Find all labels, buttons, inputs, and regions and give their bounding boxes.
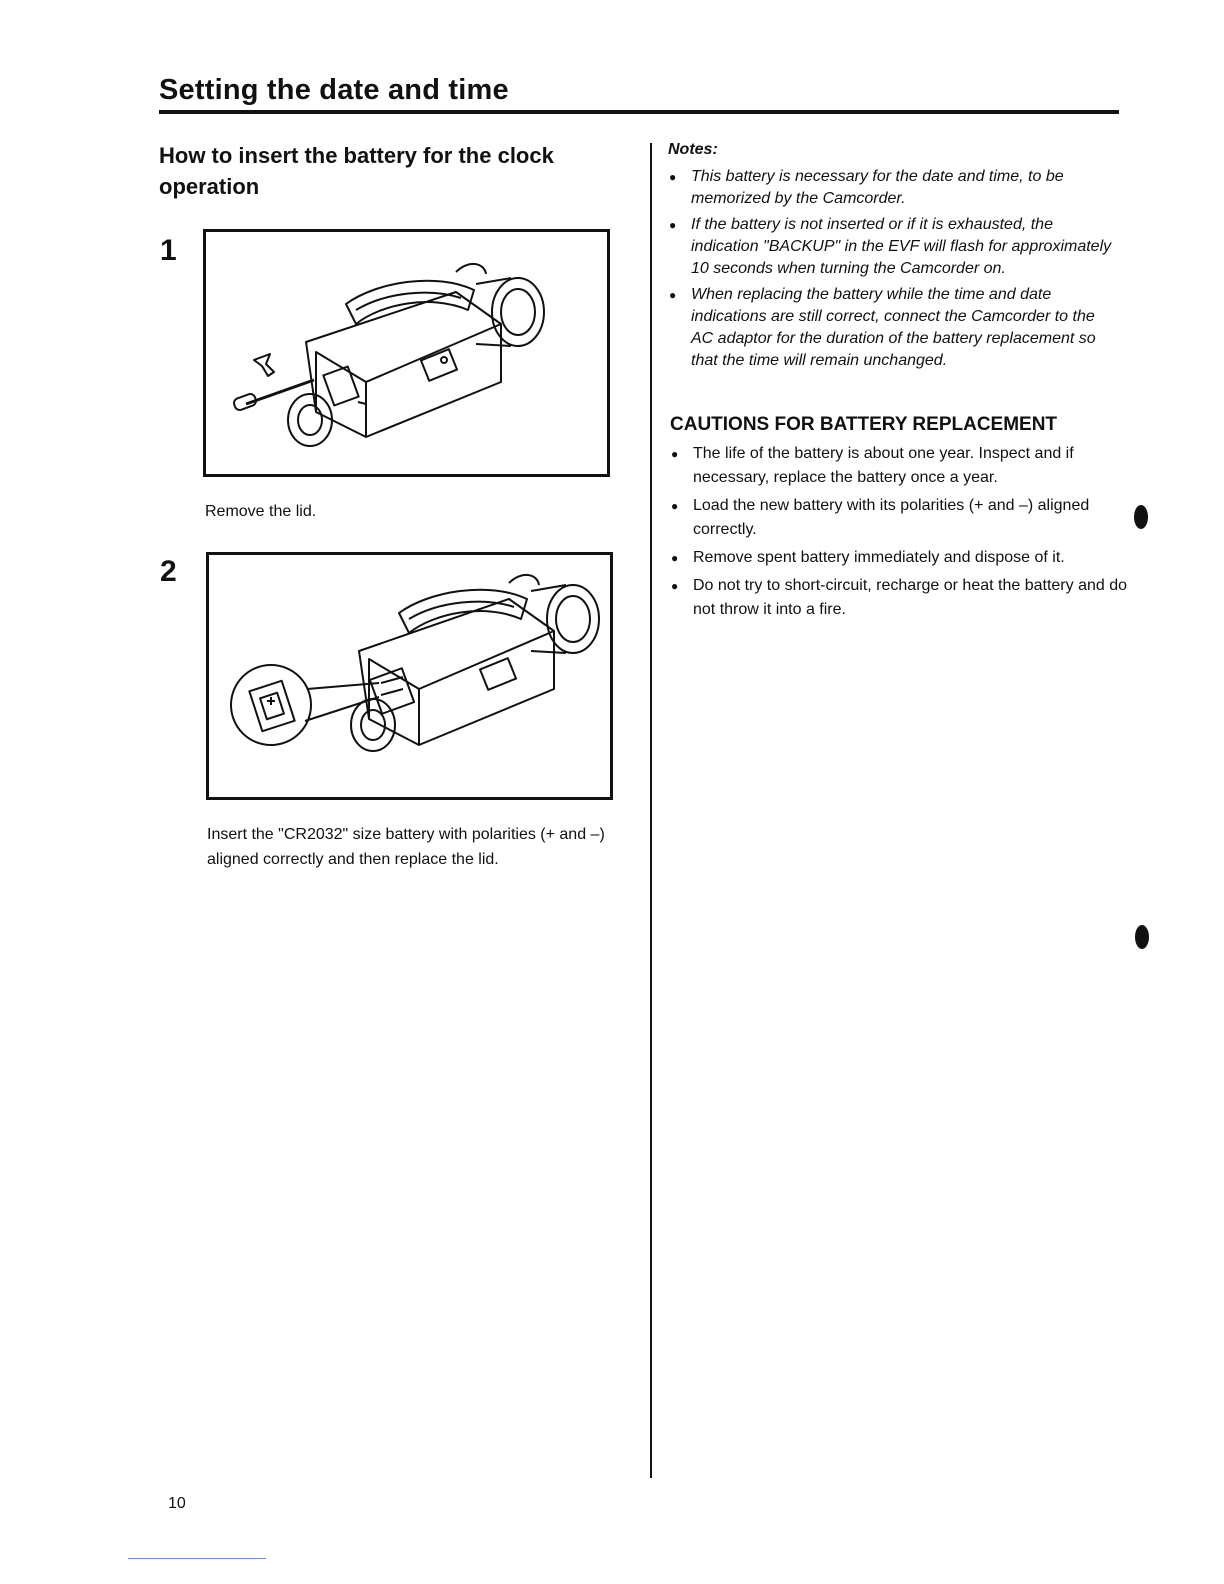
notes-label: Notes: <box>668 141 718 158</box>
column-divider <box>650 143 652 1478</box>
caution-item: ● Do not try to short-circuit, recharge or heat the battery and do not throw it into a fire. <box>670 574 1130 622</box>
title-rule <box>159 110 1119 114</box>
page-number: 10 <box>168 1495 186 1512</box>
caution-item: ● Remove spent battery immediately and dispose of it. <box>670 546 1130 570</box>
camcorder-remove-lid-illustration <box>206 232 607 474</box>
note-item: ● When replacing the battery while the time and date indications are still correct, connect the Camcorder to the AC adaptor for the duration of the battery replacement so that the time will remain unchanged. <box>668 284 1118 372</box>
step-2-caption: Insert the "CR2032" size battery with polarities (+ and –) aligned correctly and then replace the lid. <box>207 826 605 868</box>
note-item: ● If the battery is not inserted or if it is exhausted, the indication "BACKUP" in the EVF will flash for approximately 10 seconds when turning the Camcorder on. <box>668 214 1118 280</box>
caution-item: ● The life of the battery is about one year. Inspect and if necessary, replace the battery once a year. <box>670 442 1130 490</box>
cautions-heading: CAUTIONS FOR BATTERY REPLACEMENT <box>670 414 1058 435</box>
cautions-list <box>670 442 1130 626</box>
caution-item: ● Load the new battery with its polarities (+ and –) aligned correctly. <box>670 494 1130 542</box>
section-heading: How to insert the battery for the clock operation <box>159 143 554 199</box>
step-number-1: 1 <box>160 234 177 267</box>
note-item: ● This battery is necessary for the date and time, to be memorized by the Camcorder. <box>668 166 1118 210</box>
camcorder-insert-battery-illustration <box>209 555 610 797</box>
step-1-caption: Remove the lid. <box>205 503 317 520</box>
step-number-2: 2 <box>160 555 177 588</box>
figure-remove-lid <box>203 229 610 477</box>
notes-list <box>668 166 1118 376</box>
margin-mark <box>1134 505 1148 529</box>
margin-mark <box>1135 925 1149 949</box>
figure-insert-battery <box>206 552 613 800</box>
page-title: Setting the date and time <box>159 74 509 106</box>
footer-rule <box>128 1558 266 1559</box>
